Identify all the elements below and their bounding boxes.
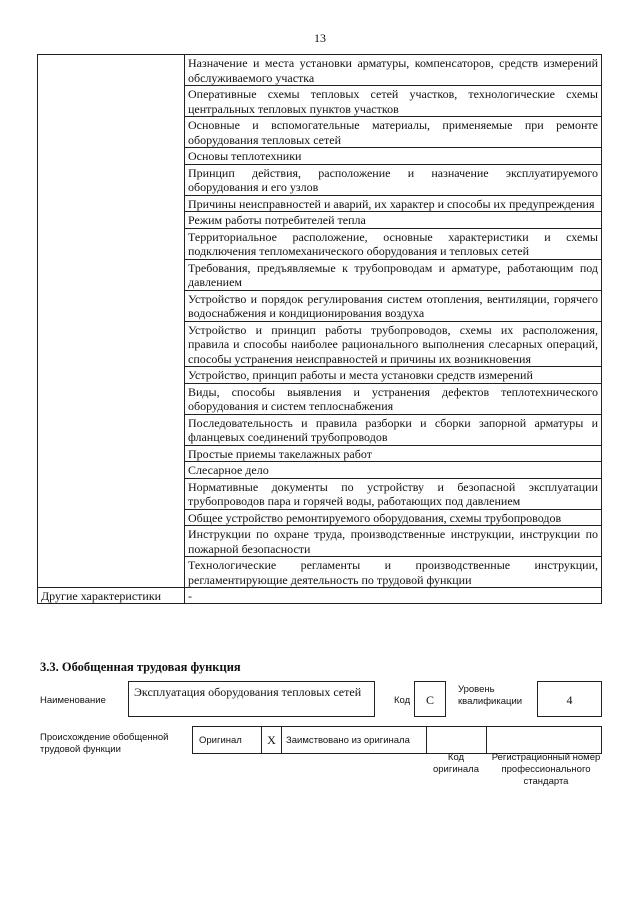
table-cell: Виды, способы выявления и устранения дефектов теплотехнического оборудования и систем теплоснабжения [185,383,602,414]
level-value: 4 [537,681,602,717]
reg-number-cell [487,727,601,753]
table-cell: Устройство, принцип работы и места установки средств измерений [185,367,602,384]
table-cell: Причины неисправностей и аварий, их характер и способы их предупреждения [185,195,602,212]
code-original-label: Код оригинала [432,752,479,775]
original-label: Оригинал [193,727,262,753]
other-characteristics-label: Другие характеристики [38,588,185,604]
other-characteristics-value: - [185,588,602,604]
table-cell: Назначение и места установки арматуры, компенсаторов, средств измерений обслуживаемого участка [185,55,602,86]
table-cell: Устройство и порядок регулирования систем отопления, вентиляции, горячего водоснабжения и кондиционирования воздуха [185,290,602,321]
table-row [38,55,602,86]
origin-label: Происхождение обобщенной трудовой функции [40,732,169,755]
other-characteristics-row [38,588,602,604]
knowledge-table [37,54,602,604]
table-cell: Простые приемы такелажных работ [185,445,602,462]
table-cell: Требования, предъявляемые к трубопроводам и арматуре, работающим под давлением [185,259,602,290]
name-value: Эксплуатация оборудования тепловых сетей [128,681,375,717]
table-cell: Общее устройство ремонтируемого оборудования, схемы трубопроводов [185,509,602,526]
borrowed-label: Заимствовано из оригинала [282,727,427,753]
table-cell: Режим работы потребителей тепла [185,212,602,229]
table-cell: Инструкции по охране труда, производственные инструкции, инструкции по пожарной безопасности [185,526,602,557]
level-label: Уровень квалификации [458,684,523,707]
origin-row [192,726,602,754]
code-value: C [414,681,446,717]
table-cell: Устройство и принцип работы трубопроводов, схемы их расположения, правила и способы наиболее рационального выполнения слесарных операций, способы устранения неисправностей и причины их возникновения [185,321,602,367]
reg-number-label: Регистрационный номер профессионального стандарта [491,752,601,787]
original-mark: X [262,727,282,753]
table-cell: Основные и вспомогательные материалы, применяемые при ремонте оборудования тепловых сетей [185,117,602,148]
table-cell: Территориальное расположение, основные характеристики и схемы подключения тепломеханического оборудования и тепловых сетей [185,228,602,259]
table-cell: Принцип действия, расположение и назначение эксплуатируемого оборудования и его узлов [185,164,602,195]
table-cell: Оперативные схемы тепловых сетей участков, технологические схемы центральных тепловых пунктов участков [185,86,602,117]
code-label: Код [394,695,411,706]
name-label: Наименование [40,695,106,706]
original-code-cell [427,727,487,753]
table-cell: Основы теплотехники [185,148,602,165]
row-label-empty [38,55,185,588]
table-cell: Последовательность и правила разборки и сборки запорной арматуры и фланцевых соединений трубопроводов [185,414,602,445]
section-title: 3.3. Обобщенная трудовая функция [40,660,241,674]
table-cell: Технологические регламенты и производственные инструкции, регламентирующие деятельность по трудовой функции [185,557,602,588]
table-cell: Слесарное дело [185,462,602,479]
table-cell: Нормативные документы по устройству и безопасной эксплуатации трубопроводов пара и горячей воды, работающих под давлением [185,478,602,509]
page-number: 13 [314,31,326,45]
